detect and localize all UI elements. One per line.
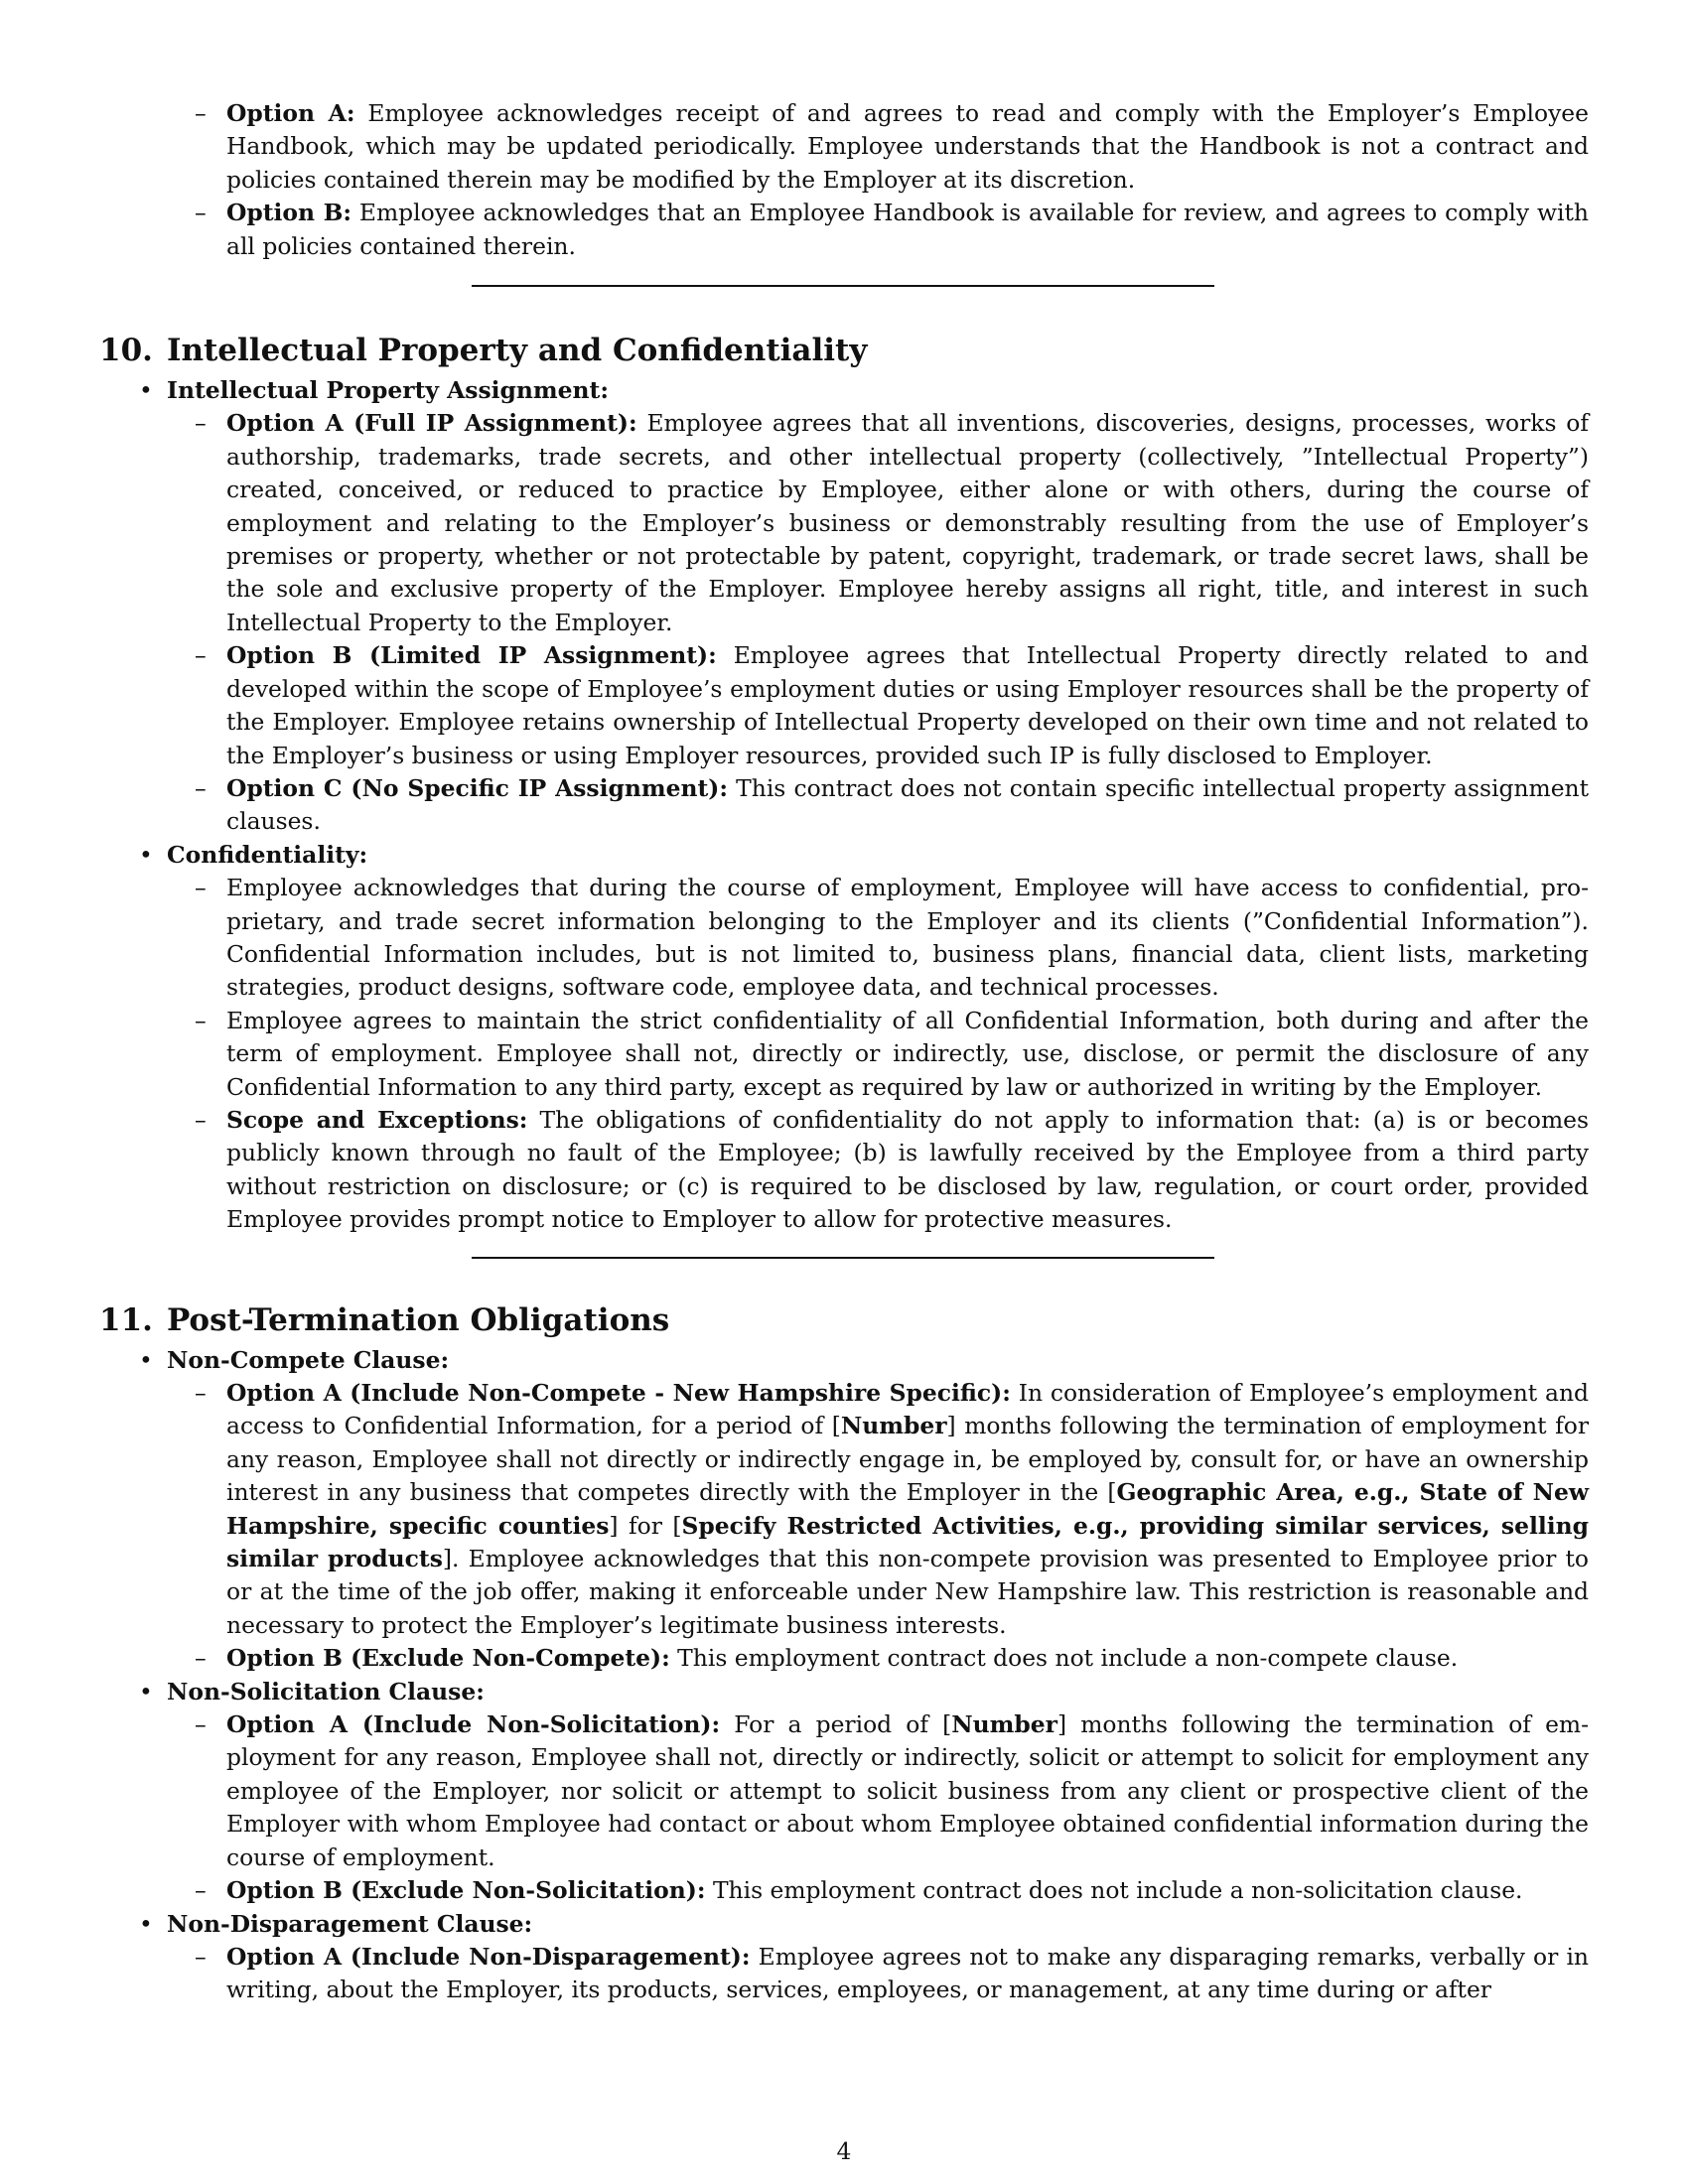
confidentiality-item: – Employee acknowledges that during the course of employment, Employee will have access to confidential, proprietary, and trade secret information belonging to the Employer and its clients (”Confidential Information”). Confidential Information includes, but is not limited to, business plans, financial data, client lists, marketing strategies, product designs, software code, employee data, and technical processes. [226, 872, 1589, 1005]
section-divider [472, 1257, 1214, 1259]
option-label: Option B: [226, 199, 352, 227]
placeholder-geographic-area: Geographic Area, e.g., State of New Hampshire, specific counties [226, 1478, 1589, 1540]
option-text: ]. Employee acknowledges that this non-compete provision was presented to Employee prior to or at the time of the job offer, making it enforceable under New Hampshire law. This restriction is reasonable and necessary to protect the Employer’s legitimate business interests. [226, 1545, 1589, 1639]
option-text: Employee acknowledges receipt of and agrees to read and comply with the Employer’s Employee Handbook, which may be updated periodically. Employee understands that the Handbook is not a contract and policies contained therein may be modified by the Employer at its discretion. [226, 99, 1589, 194]
option-label: Option A (Include Non-Solicitation): [226, 1710, 721, 1739]
non-solicitation-heading: • Non-Solicitation Clause: [167, 1676, 1589, 1708]
option-text: In consideration of Employee’s employment and access to Confidential Information, for a period of [ [226, 1379, 1590, 1440]
option-text: This employment contract does not include a non-solicitation clause. [712, 1876, 1523, 1905]
option-text: This employment contract does not include a non-compete clause. [677, 1644, 1459, 1673]
page-content [99, 97, 1589, 2007]
section-heading-11 [99, 1298, 1589, 1342]
placeholder-number: Number [951, 1710, 1057, 1739]
option-label: Option B (Limited IP Assignment): [226, 641, 717, 670]
option-text: The obligations of confidentiality do not apply to information that: (a) is or becomes publicly known through no fault of the Employee; (b) is lawfully received by the Employee from a third party without restriction on disclosure; or (c) is required to be disclosed by law, regulation, or court order, provided Employee provides prompt notice to Employer to allow for protective measures. [226, 1105, 1590, 1234]
option-text: Employee agrees that Intellectual Property directly related to and developed within the scope of Employee’s employment duties or using Employer resources shall be the property of the Employer. Employee retains ownership of Intellectual Property developed on their own time and not related to the Employer’s business or using Employer resources, provided such IP is fully disclosed to Employer. [226, 641, 1590, 769]
non-compete-heading: • Non-Compete Clause: [167, 1344, 1589, 1377]
option-text: Employee agrees that all inventions, discoveries, designs, processes, works of authorship, trademarks, trade secrets, and other intellectual property (collectively, ”Intellectual Property”) created, conceived, or reduced to practice by Employee, either alone or with others, during the course of employment and relating to the Employer’s business or demonstrably resulting from the use of Employer’s premises or property, whether or not protectable by patent, copyright, trademark, or trade secret laws, shall be the sole and exclusive property of the Employer. Employee hereby assigns all right, title, and interest in such Intellectual Property to the Employer. [226, 409, 1589, 636]
non-solicitation-option-a [226, 1708, 1589, 1874]
option-text: For a period of [ [734, 1710, 952, 1739]
ip-option-b [226, 639, 1589, 772]
handbook-option-b [226, 197, 1589, 263]
option-text: Employee agrees not to make any disparaging remarks, verbally or in writing, about the Employer, its products, services, employees, or management, at any time during or after [226, 1942, 1589, 2004]
option-label: Option A (Full IP Assignment): [226, 409, 637, 438]
option-text: Employee acknowledges that an Employee Handbook is available for review, and agrees to comply with all policies contained therein. [226, 199, 1589, 260]
option-text: ] for [ [609, 1511, 682, 1540]
section-number: 10. [99, 333, 153, 369]
ip-option-a [226, 407, 1589, 639]
handbook-option-a [226, 97, 1589, 197]
option-label: Option A (Include Non-Compete - New Hampshire Specific): [226, 1379, 1011, 1407]
confidentiality-heading: • Confidentiality: [167, 839, 1589, 872]
confidentiality-item: – Employee agrees to maintain the strict confidentiality of all Confidential Information, both during and after the term of employment. Employee shall not, directly or indirectly, use, disclose, or permit the disclosure of any Confidential Information to any third party, except as required by law or authorized in writing by the Employer. [226, 1005, 1589, 1104]
confidentiality-scope [226, 1104, 1589, 1237]
section-heading-10 [99, 329, 1589, 372]
section-title: Post-Termination Obligations [166, 1301, 670, 1338]
option-label: Scope and Exceptions: [226, 1105, 528, 1134]
non-compete-option-b [226, 1642, 1589, 1675]
ip-option-c [226, 772, 1589, 839]
non-disparagement-option-a [226, 1941, 1589, 2007]
option-label: Option A: [226, 99, 355, 127]
option-label: Option B (Exclude Non-Compete): [226, 1644, 670, 1673]
option-label: Option C (No Specific IP Assignment): [226, 773, 728, 802]
non-compete-option-a [226, 1377, 1589, 1642]
ip-assignment-heading: • Intellectual Property Assignment: [167, 374, 1589, 407]
option-label: Option B (Exclude Non-Solicitation): [226, 1876, 706, 1905]
page-number: 4 [836, 2137, 852, 2165]
option-text: This contract does not contain specific intellectual property assignment clauses. [226, 773, 1589, 836]
section-title: Intellectual Property and Confidentiality [166, 333, 868, 369]
option-text: ] months following the termination of employment for any reason, Employee shall not, directly or indirectly, solicit or attempt to solicit for employment any employee of the Employer, nor solicit or attempt to solicit business from any client or prospective client of the Employer with whom Employee had contact or about whom Employee obtained confidential information during the course of employment. [226, 1710, 1589, 1871]
section-divider [472, 285, 1214, 287]
placeholder-number: Number [840, 1412, 947, 1440]
non-disparagement-heading: • Non-Disparagement Clause: [167, 1908, 1589, 1941]
section-number: 11. [99, 1301, 153, 1338]
placeholder-restricted-activities: Specify Restricted Activities, e.g., providing similar services, selling similar products [226, 1511, 1589, 1573]
option-label: Option A (Include Non-Disparagement): [226, 1942, 751, 1971]
non-solicitation-option-b [226, 1874, 1589, 1907]
option-text: ] months following the termination of employment for any reason, Employee shall not directly or indirectly engage in, be employed by, consult for, or have an ownership interest in any business that competes directly with the Employer in the [ [226, 1412, 1590, 1507]
